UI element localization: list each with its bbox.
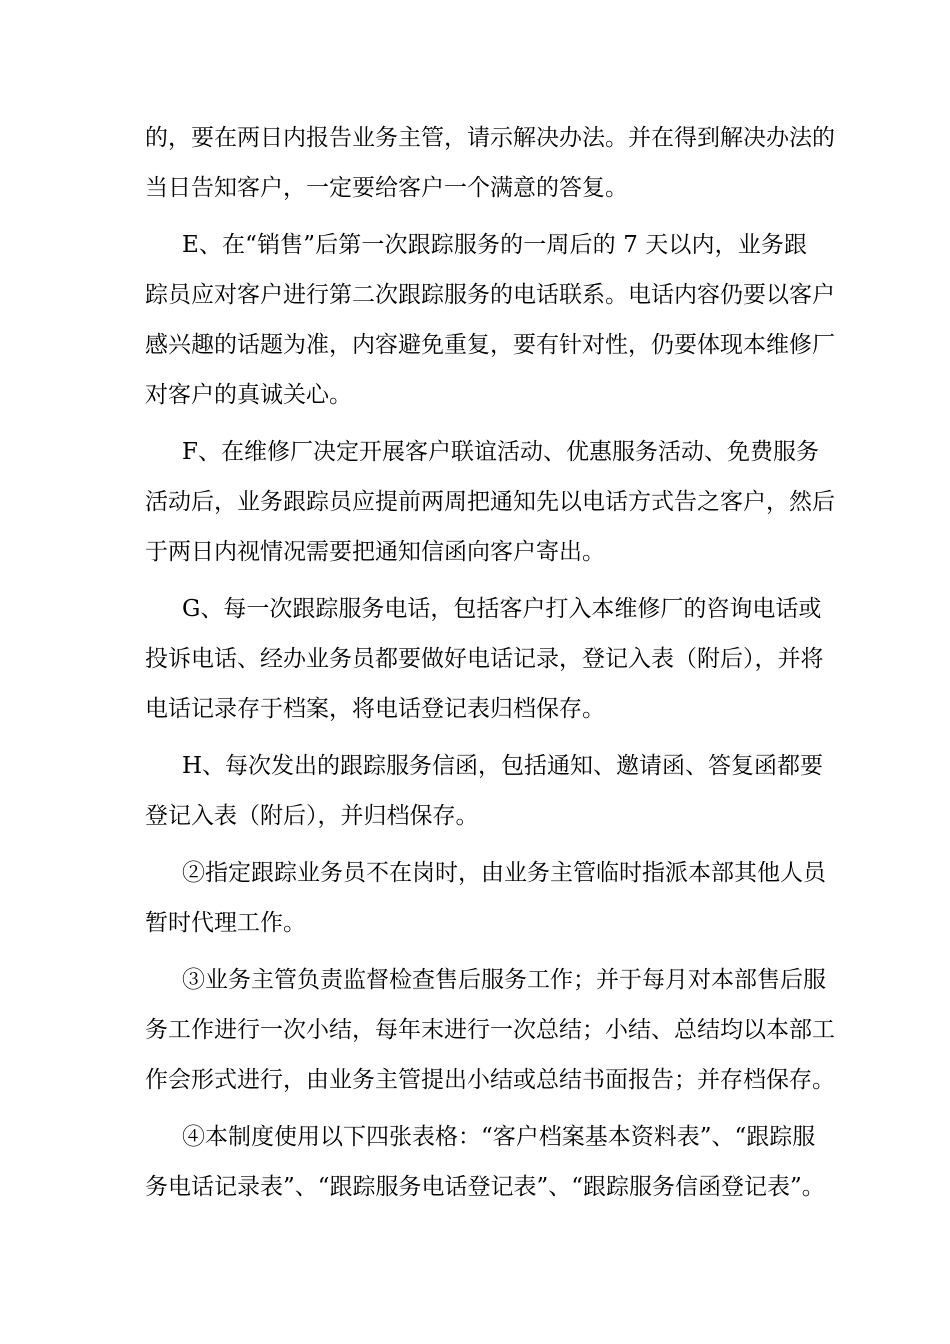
- text-line: 作会形式进行，由业务主管提出小结或总结书面报告；并存档保存。: [145, 1067, 835, 1093]
- text-line: 于两日内视情况需要把通知信函向客户寄出。: [145, 539, 605, 565]
- text-line: 的，要在两日内报告业务主管，请示解决办法。并在得到解决办法的: [145, 125, 835, 151]
- text-line: 感兴趣的话题为准，内容避免重复，要有针对性，仍要体现本维修厂: [145, 332, 835, 358]
- paragraph: [145, 427, 835, 577]
- text-line: 电话记录存于档案，将电话登记表归档保存。: [145, 696, 605, 722]
- paragraph: [145, 220, 835, 420]
- text-line: 登记入表（附后），并归档保存。: [145, 803, 479, 829]
- text-line: G、每一次跟踪服务电话，包括客户打入本维修厂的咨询电话或: [182, 596, 822, 622]
- text-line: 踪员应对客户进行第二次跟踪服务的电话联系。电话内容仍要以客户: [145, 282, 835, 308]
- text-line: 务工作进行一次小结，每年末进行一次总结；小结、总结均以本部工: [145, 1017, 835, 1043]
- text-line: ②指定跟踪业务员不在岗时，由业务主管临时指派本部其他人员: [182, 860, 826, 886]
- paragraph: [145, 584, 824, 734]
- text-line: E、在“销售”后第一次跟踪服务的一周后的 7 天以内，业务跟: [182, 232, 807, 258]
- text-line: 务电话记录表”、“跟踪服务电话登记表”、“跟踪服务信函登记表”。: [145, 1174, 825, 1200]
- text-line: 暂时代理工作。: [145, 910, 306, 936]
- paragraph: [145, 955, 835, 1105]
- text-line: 当日告知客户，一定要给客户一个满意的答复。: [145, 175, 628, 201]
- paragraph: [145, 848, 826, 948]
- text-line: 活动后，业务跟踪员应提前两周把通知先以电话方式告之客户，然后: [145, 489, 835, 515]
- text-line: H、每次发出的跟踪服务信函，包括通知、邀请函、答复函都要: [182, 753, 824, 779]
- text-line: ④本制度使用以下四张表格：“客户档案基本资料表”、“跟踪服: [182, 1124, 816, 1150]
- text-line: 对客户的真诚关心。: [145, 382, 352, 408]
- text-line: ③业务主管负责监督检查售后服务工作；并于每月对本部售后服: [182, 967, 826, 993]
- document-body: [145, 113, 835, 1219]
- text-line: F、在维修厂决定开展客户联谊活动、优惠服务活动、免费服务: [182, 439, 819, 465]
- text-line: 投诉电话、经办业务员都要做好电话记录，登记入表（附后），并将: [145, 646, 824, 672]
- paragraph: [145, 113, 835, 213]
- paragraph: [145, 741, 824, 841]
- paragraph: [145, 1112, 825, 1212]
